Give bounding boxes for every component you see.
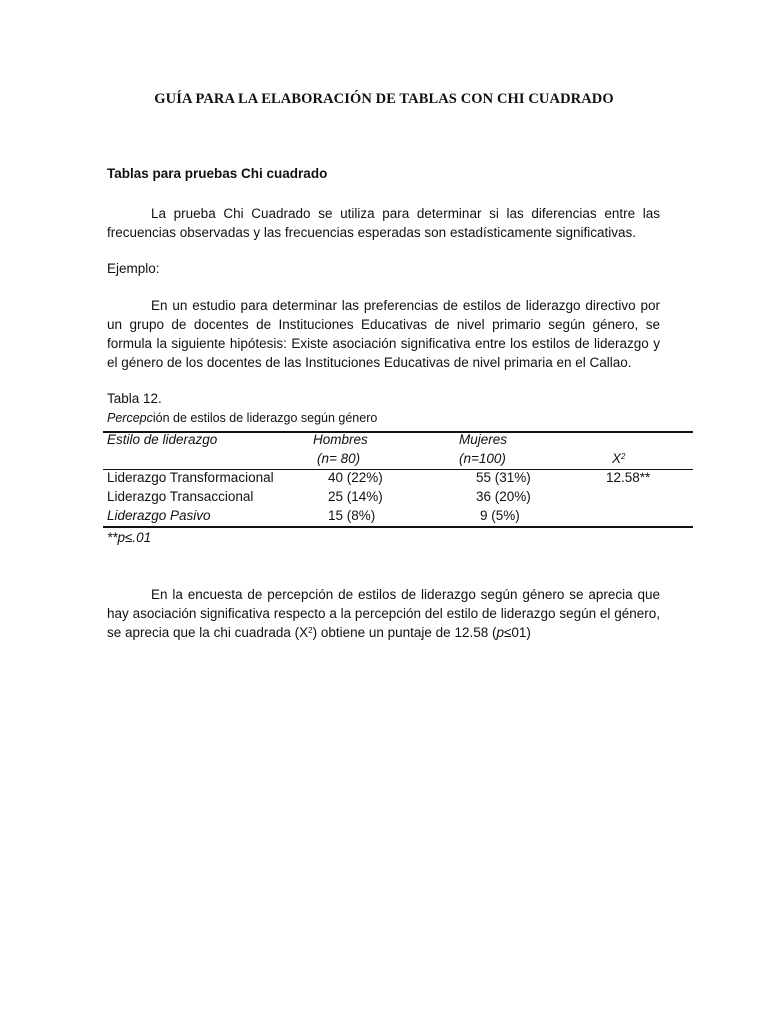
row-women: 9 (5%) bbox=[480, 508, 520, 523]
header-style: Estilo de liderazgo bbox=[107, 432, 218, 447]
header-chi bbox=[612, 450, 625, 468]
intro-paragraph bbox=[107, 204, 660, 242]
row-chi: 12.58** bbox=[606, 470, 651, 485]
example-paragraph bbox=[107, 296, 660, 372]
section-heading: Tablas para pruebas Chi cuadrado bbox=[107, 166, 328, 181]
row-style: Liderazgo Transformacional bbox=[107, 470, 274, 485]
chi-square-table bbox=[103, 430, 693, 530]
header-men: Hombres bbox=[313, 432, 368, 447]
header-men-n: (n= 80) bbox=[317, 451, 361, 466]
conclusion-sup: 2 bbox=[308, 626, 313, 635]
intro-paragraph-text: La prueba Chi Cuadrado se utiliza para determinar si las diferencias entre las frecuencias observadas y las frecuencias esperadas son estadísticamente significativas. bbox=[107, 206, 660, 240]
example-paragraph-text: En un estudio para determinar las preferencias de estilos de liderazgo directivo por un grupo de docentes de Instituciones Educativas de nivel primario según género, se formula la siguiente hipótesis: Existe asociación significativa entre los estilos de liderazgo y el género de los docentes de las Instituciones Educativas de nivel primaria en el Callao. bbox=[107, 298, 660, 370]
table-bottom-rule bbox=[103, 526, 693, 528]
conclusion-text-b: ) obtiene un puntaje de 12.58 ( bbox=[312, 625, 497, 640]
conclusion-paragraph bbox=[107, 585, 660, 642]
row-men: 25 (14%) bbox=[328, 489, 383, 504]
conclusion-text-c: ≤01) bbox=[504, 625, 531, 640]
table-note: **p≤.01 bbox=[107, 530, 152, 545]
conclusion-text-a: En la encuesta de percepción de estilos de liderazgo según género se aprecia que hay asociación significativa respecto a la percepción del estilo de liderazgo según el género, se aprecia que la chi cuadrada (X bbox=[107, 587, 660, 640]
header-chi-sup: 2 bbox=[621, 452, 626, 461]
row-women: 55 (31%) bbox=[476, 470, 531, 485]
row-men: 15 (8%) bbox=[328, 508, 376, 523]
header-women: Mujeres bbox=[459, 432, 508, 447]
table-caption-rest: ión de estilos de liderazgo según género bbox=[152, 411, 378, 425]
row-women: 36 (20%) bbox=[476, 489, 531, 504]
header-women-n: (n=100) bbox=[459, 451, 506, 466]
row-style: Liderazgo Pasivo bbox=[107, 508, 211, 523]
row-men: 40 (22%) bbox=[328, 470, 383, 485]
example-label: Ejemplo: bbox=[107, 261, 160, 276]
table-caption bbox=[107, 411, 377, 425]
header-chi-letter: X bbox=[612, 451, 622, 466]
table-caption-italic: Percepc bbox=[107, 411, 153, 425]
row-style: Liderazgo Transaccional bbox=[107, 489, 254, 504]
table-number: Tabla 12. bbox=[107, 391, 162, 406]
document-title: GUÍA PARA LA ELABORACIÓN DE TABLAS CON CHI CUADRADO bbox=[154, 91, 614, 107]
conclusion-p-italic: p bbox=[496, 625, 504, 640]
